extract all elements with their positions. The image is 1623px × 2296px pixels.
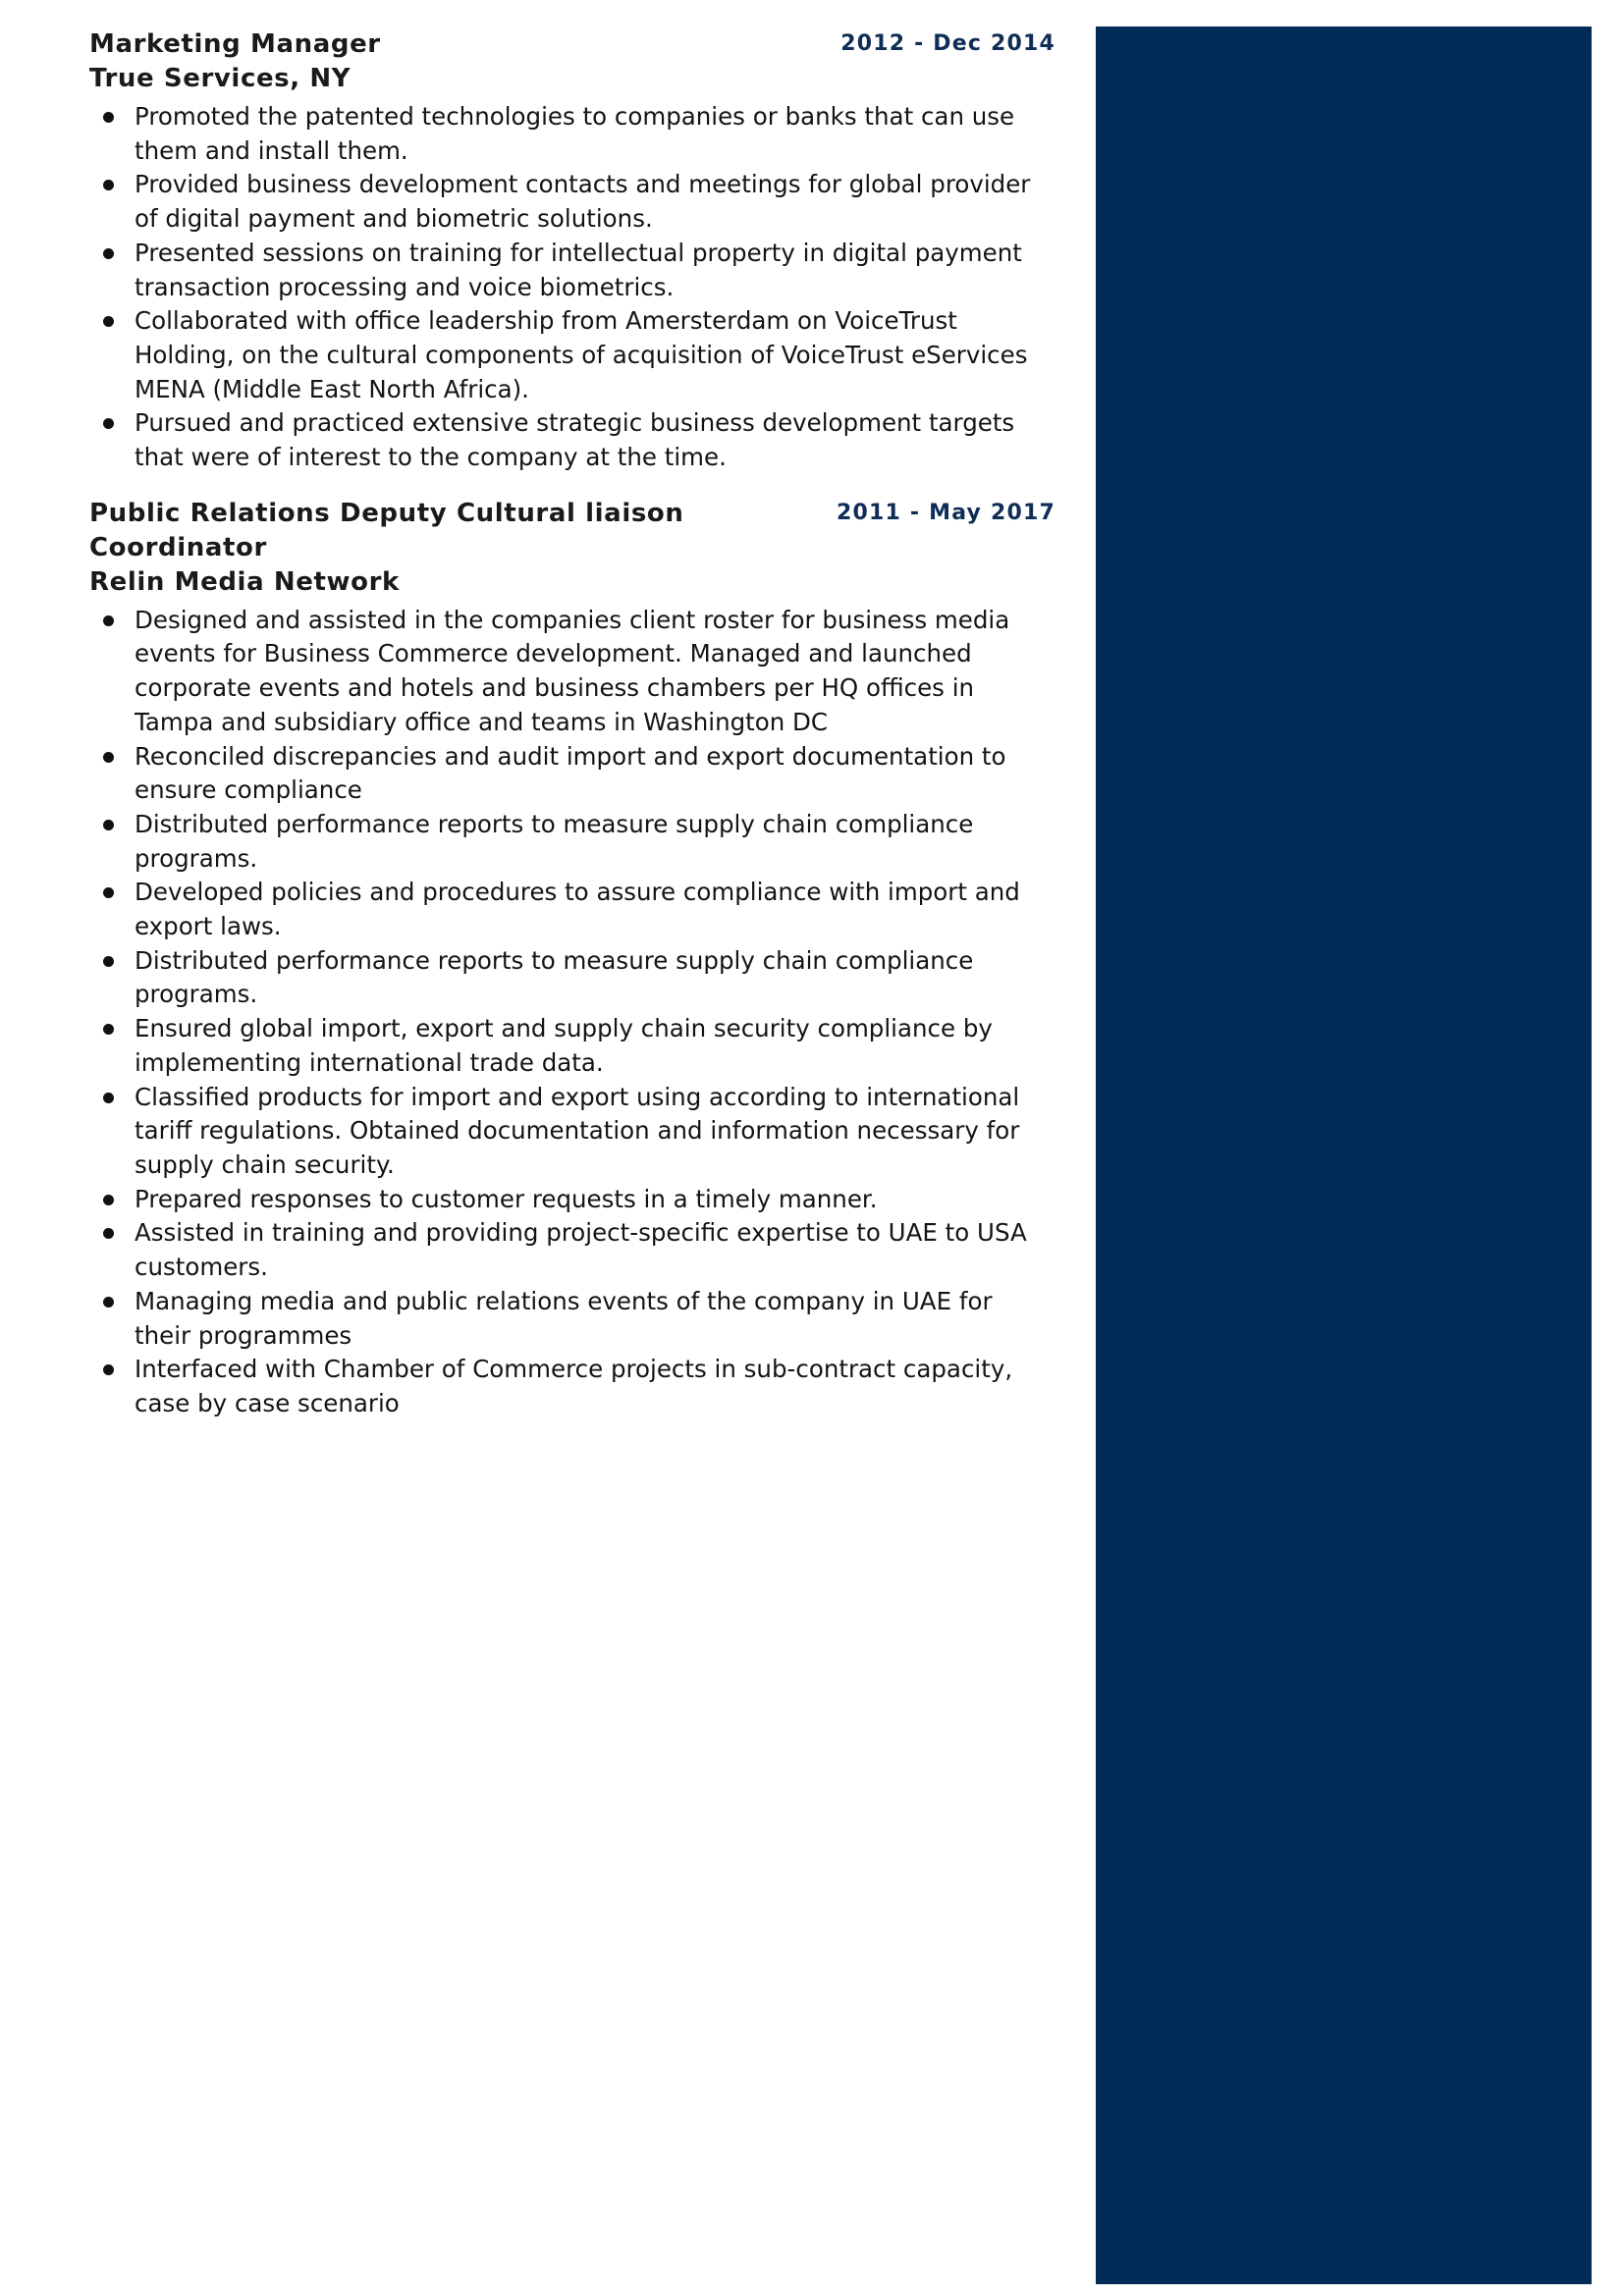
bullet-item (89, 944, 1055, 1012)
bullet-item (89, 237, 1055, 304)
bullet-item (89, 1081, 1055, 1183)
bullet-text: Assisted in training and providing project-specific expertise to UAE to USA customers. (135, 1218, 1027, 1282)
job-header (89, 27, 1055, 96)
bullet-text: Developed policies and procedures to assure compliance with import and export laws. (135, 878, 1020, 941)
bullet-text: Ensured global import, export and supply chain security compliance by implementing international trade data. (135, 1014, 993, 1077)
bullet-dot-icon (103, 1024, 114, 1035)
bullet-dot-icon (103, 418, 114, 429)
job-dates: 2011 - May 2017 (837, 500, 1055, 525)
bullet-dot-icon (103, 1297, 114, 1308)
bullet-item (89, 876, 1055, 943)
job-entry-marketing-manager (89, 27, 1055, 475)
job-company: True Services, NY (89, 64, 352, 93)
experience-section (89, 27, 1055, 1421)
bullet-text: Designed and assisted in the companies client roster for business media events for Business Commerce development. Managed and launched corporate events and hotels and business chambers per HQ offices in Tampa and subsidiary office and teams in Washington DC (135, 605, 1010, 736)
bullet-text: Distributed performance reports to measure supply chain compliance programs. (135, 945, 974, 1009)
job-entry-public-relations (89, 497, 1055, 1421)
bullet-dot-icon (103, 615, 114, 626)
bullet-item (89, 168, 1055, 236)
job-title: Public Relations Deputy Cultural liaison Coordinator (89, 498, 684, 562)
bullet-dot-icon (103, 752, 114, 763)
bullet-item (89, 1353, 1055, 1420)
bullet-item (89, 808, 1055, 876)
job-bullet-list (89, 604, 1055, 1421)
sidebar-panel (1096, 27, 1592, 2284)
job-header (89, 497, 1055, 600)
job-bullet-list (89, 100, 1055, 475)
bullet-dot-icon (103, 180, 114, 190)
bullet-dot-icon (103, 887, 114, 898)
bullet-dot-icon (103, 248, 114, 259)
job-dates: 2012 - Dec 2014 (840, 31, 1055, 56)
bullet-item (89, 1183, 1055, 1217)
bullet-item (89, 304, 1055, 406)
bullet-item (89, 604, 1055, 740)
job-company: Relin Media Network (89, 566, 400, 597)
bullet-text: Managing media and public relations events of the company in UAE for their programmes (135, 1286, 993, 1350)
bullet-item (89, 100, 1055, 168)
bullet-item (89, 406, 1055, 474)
bullet-dot-icon (103, 1093, 114, 1103)
bullet-text: Reconciled discrepancies and audit import and export documentation to ensure compliance (135, 741, 1006, 805)
bullet-dot-icon (103, 112, 114, 123)
bullet-text: Collaborated with office leadership from Amersterdam on VoiceTrust Holding, on the cultural components of acquisition of VoiceTrust eServices MENA (Middle East North Africa). (135, 306, 1028, 403)
bullet-dot-icon (103, 1228, 114, 1239)
bullet-dot-icon (103, 1195, 114, 1205)
bullet-text: Presented sessions on training for intellectual property in digital payment transaction processing and voice biometrics. (135, 238, 1022, 301)
bullet-text: Pursued and practiced extensive strategic business development targets that were of interest to the company at the time. (135, 408, 1015, 472)
bullet-dot-icon (103, 956, 114, 967)
bullet-text: Interfaced with Chamber of Commerce projects in sub-contract capacity, case by case scenario (135, 1355, 1013, 1417)
bullet-text: Classified products for import and export using according to international tariff regulations. Obtained documentation and information necessary for supply chain security. (135, 1082, 1020, 1179)
bullet-dot-icon (103, 1364, 114, 1375)
bullet-item (89, 1285, 1055, 1353)
bullet-text: Prepared responses to customer requests in a timely manner. (135, 1184, 878, 1213)
bullet-text: Provided business development contacts and meetings for global provider of digital payment and biometric solutions. (135, 170, 1031, 234)
bullet-item (89, 740, 1055, 808)
bullet-text: Distributed performance reports to measure supply chain compliance programs. (135, 809, 974, 873)
bullet-item (89, 1216, 1055, 1284)
bullet-dot-icon (103, 820, 114, 830)
job-title: Marketing Manager (89, 29, 381, 59)
bullet-text: Promoted the patented technologies to companies or banks that can use them and install them. (135, 102, 1015, 165)
bullet-dot-icon (103, 316, 114, 327)
bullet-item (89, 1012, 1055, 1080)
